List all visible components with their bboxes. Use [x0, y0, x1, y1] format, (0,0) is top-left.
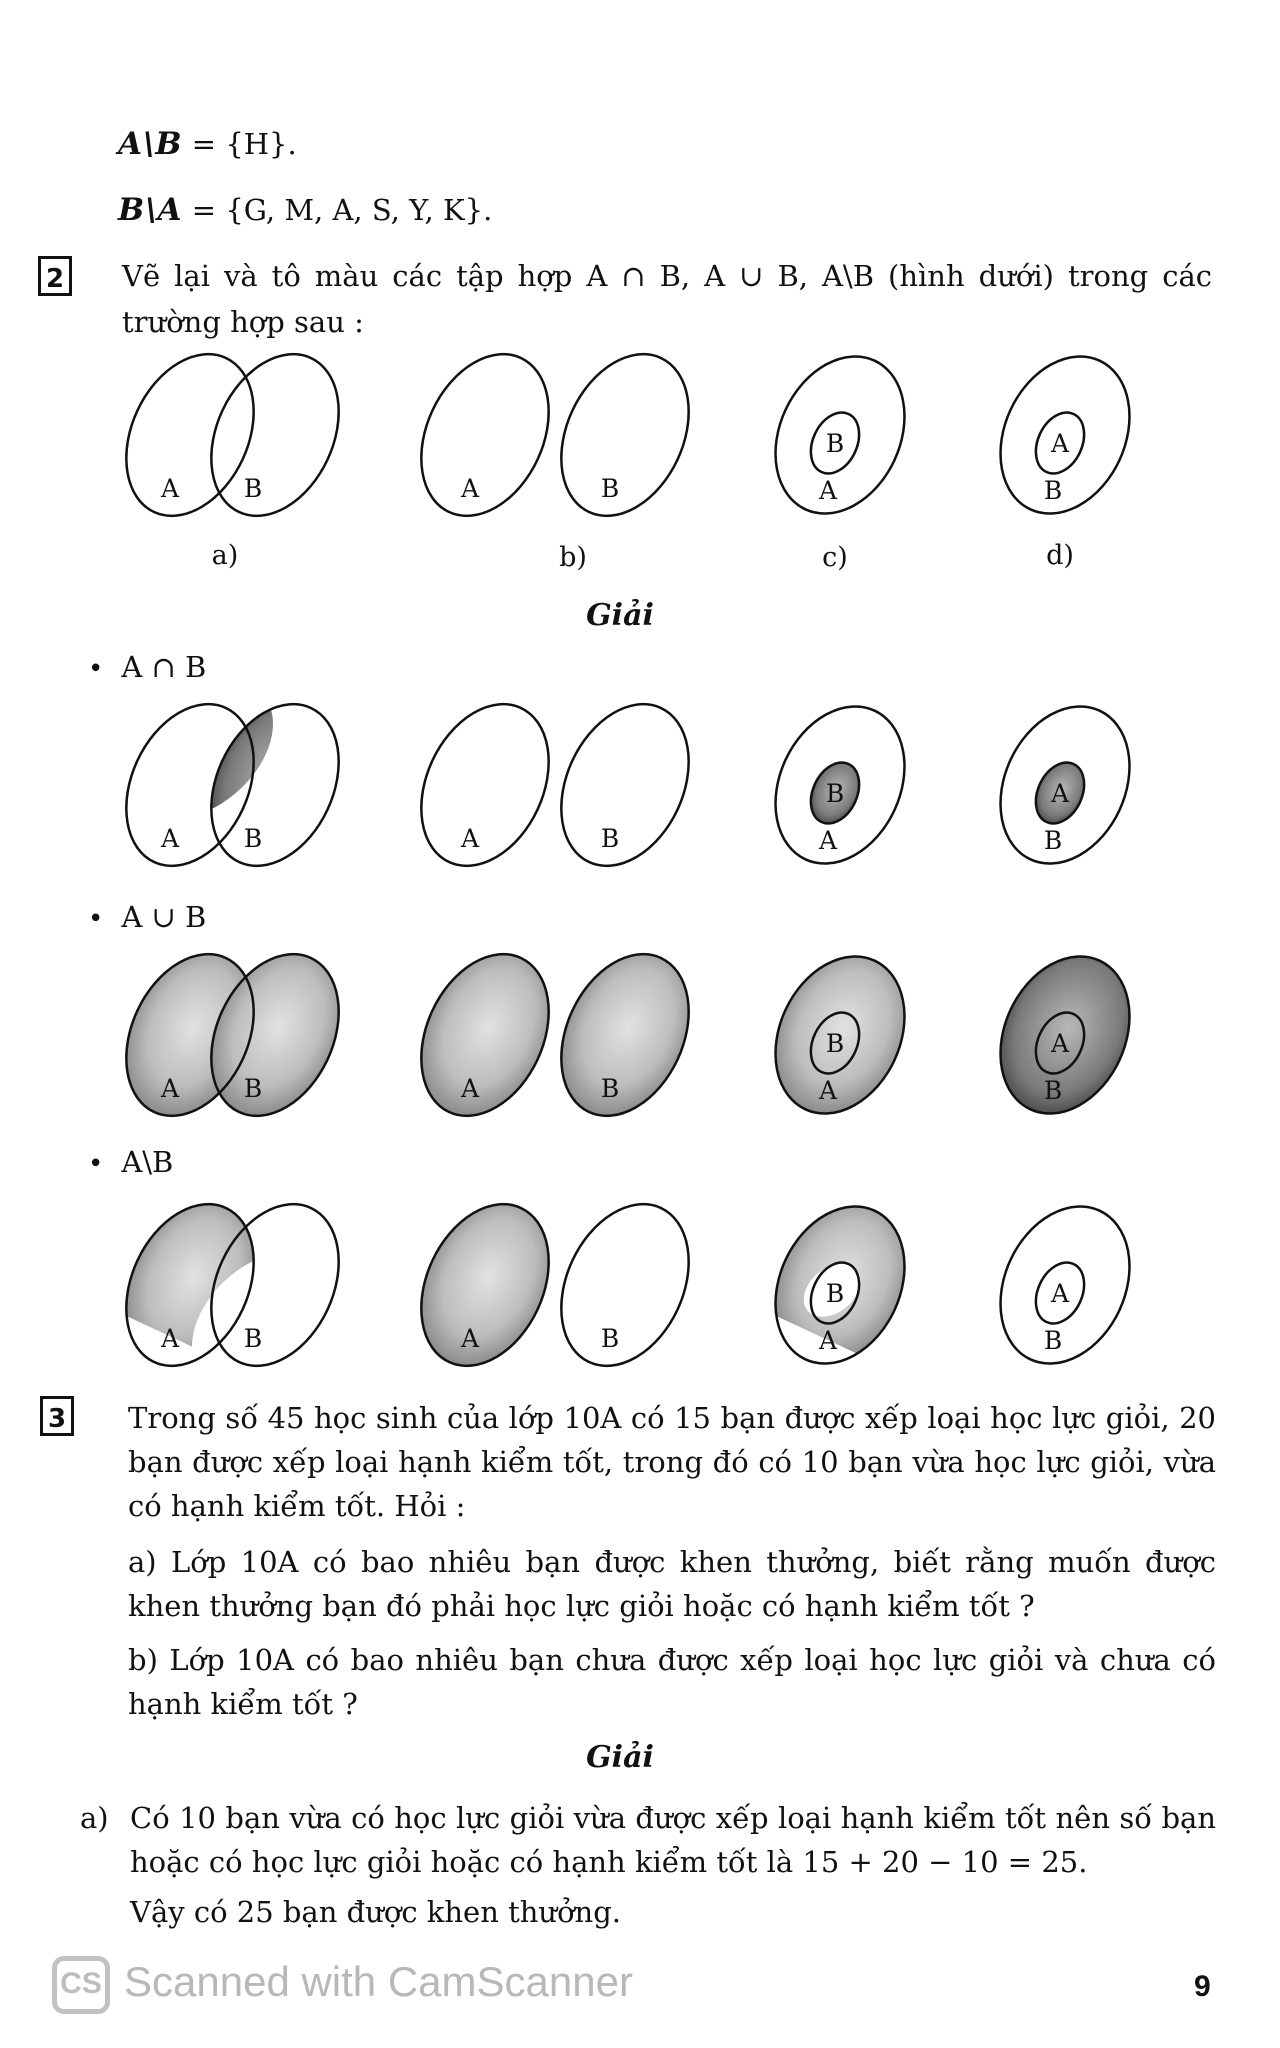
set-outline — [187, 683, 364, 886]
exercise-3-solution-title: Giải — [586, 1740, 654, 1775]
exercise-2-prompt-line2: trường hợp sau : — [122, 305, 364, 339]
set-label-b: B — [243, 474, 263, 503]
exercise-2-number: 2 — [38, 256, 72, 296]
set-outline — [397, 333, 574, 536]
set-label-b: B — [600, 1074, 620, 1103]
set-label-a: A — [160, 1324, 180, 1353]
set-label-a: A — [460, 824, 480, 853]
row-intersection-label — [88, 650, 206, 684]
set-b-minus-a-lhs: B\A — [118, 192, 183, 228]
set-a-minus-b-line — [118, 124, 297, 164]
set-label-a: A — [1050, 779, 1070, 808]
exercise-2-solution-title: Giải — [586, 598, 654, 633]
set-label-b: B — [1043, 1326, 1063, 1355]
set-label-a: A — [818, 1076, 838, 1105]
caption-c: c) — [822, 542, 848, 573]
bullet: • — [88, 1149, 104, 1179]
set-outline — [102, 333, 279, 536]
bullet: • — [88, 904, 104, 934]
exercise-3-question-b: b) Lớp 10A có bao nhiêu bạn chưa được xếp loại học lực giỏi và chưa có hạnh kiểm tốt ? — [128, 1643, 1216, 1721]
set-label-a: A — [460, 1324, 480, 1353]
set-outline — [537, 683, 714, 886]
caption-a: a) — [211, 540, 239, 571]
set-label-a: A — [460, 474, 480, 503]
bullet: • — [88, 654, 104, 684]
set-label-b: B — [600, 824, 620, 853]
exercise-3-number: 3 — [40, 1396, 74, 1436]
exercise-3-solution-a-conclusion: Vậy có 25 bạn được khen thưởng. — [130, 1895, 622, 1929]
caption-b: b) — [559, 542, 587, 573]
set-outline — [537, 1183, 714, 1386]
set-b-minus-a-line — [118, 190, 492, 230]
row-label-text: A ∪ B — [121, 900, 207, 934]
exercise-3-solution-a: Có 10 bạn vừa có học lực giỏi vừa được xếp loại hạnh kiểm tốt nên số bạn hoặc có học lực giỏi hoặc có hạnh kiểm tốt là 15 + 20 − 10 = 25. — [130, 1801, 1216, 1879]
set-label-a: A — [818, 1326, 838, 1355]
set-label-a: A — [460, 1074, 480, 1103]
set-label-a: A — [160, 474, 180, 503]
exercise-3-question-a: a) Lớp 10A có bao nhiêu bạn được khen thưởng, biết rằng muốn được khen thưởng bạn đó phải học lực giỏi hoặc có hạnh kiểm tốt ? — [128, 1545, 1216, 1623]
page-number: 9 — [1194, 1970, 1211, 2003]
set-label-a: A — [818, 476, 838, 505]
set-label-a: A — [1050, 429, 1070, 458]
set-outline — [397, 683, 574, 886]
set-label-b: B — [600, 1324, 620, 1353]
exercise-3-problem: Trong số 45 học sinh của lớp 10A có 15 bạn được xếp loại học lực giỏi, 20 bạn được xếp loại hạnh kiểm tốt, trong đó có 10 bạn vừa học lực giỏi, vừa có hạnh kiểm tốt. Hỏi : — [128, 1401, 1216, 1523]
set-label-b: B — [1043, 826, 1063, 855]
set-label-b: B — [600, 474, 620, 503]
camscanner-watermark: Scanned with CamScanner — [124, 1958, 633, 2005]
set-label-b: B — [1043, 1076, 1063, 1105]
set-a-minus-b-lhs: A\B — [118, 126, 183, 162]
row-union-label — [88, 900, 206, 934]
set-label-b: B — [243, 824, 263, 853]
row-label-text: A\B — [121, 1145, 174, 1179]
set-label-b: B — [825, 429, 845, 458]
set-label-b: B — [825, 1279, 845, 1308]
set-label-b: B — [243, 1324, 263, 1353]
set-label-a: A — [818, 826, 838, 855]
set-label-a: A — [1050, 1029, 1070, 1058]
set-label-a: A — [160, 1074, 180, 1103]
row-difference-label — [88, 1145, 173, 1179]
exercise-2-prompt-line1: Vẽ lại và tô màu các tập hợp A ∩ B, A ∪ B, A\B (hình dưới) trong các — [122, 259, 1212, 293]
camscanner-logo: CS — [52, 1956, 110, 2014]
row-label-text: A ∩ B — [121, 650, 207, 684]
set-label-b: B — [243, 1074, 263, 1103]
set-outline — [537, 333, 714, 536]
caption-d: d) — [1046, 540, 1074, 571]
set-label-b: B — [825, 779, 845, 808]
set-label-b: B — [1043, 476, 1063, 505]
set-label-a: A — [160, 824, 180, 853]
set-outline — [102, 683, 279, 886]
set-outline — [187, 333, 364, 536]
venn-figure — [0, 340, 1280, 1355]
set-a-minus-b-rhs: = {H}. — [191, 127, 297, 161]
exercise-3-solution-a-marker: a) — [80, 1801, 109, 1835]
set-b-minus-a-rhs: = {G, M, A, S, Y, K}. — [191, 193, 493, 227]
set-label-b: B — [825, 1029, 845, 1058]
set-label-a: A — [1050, 1279, 1070, 1308]
